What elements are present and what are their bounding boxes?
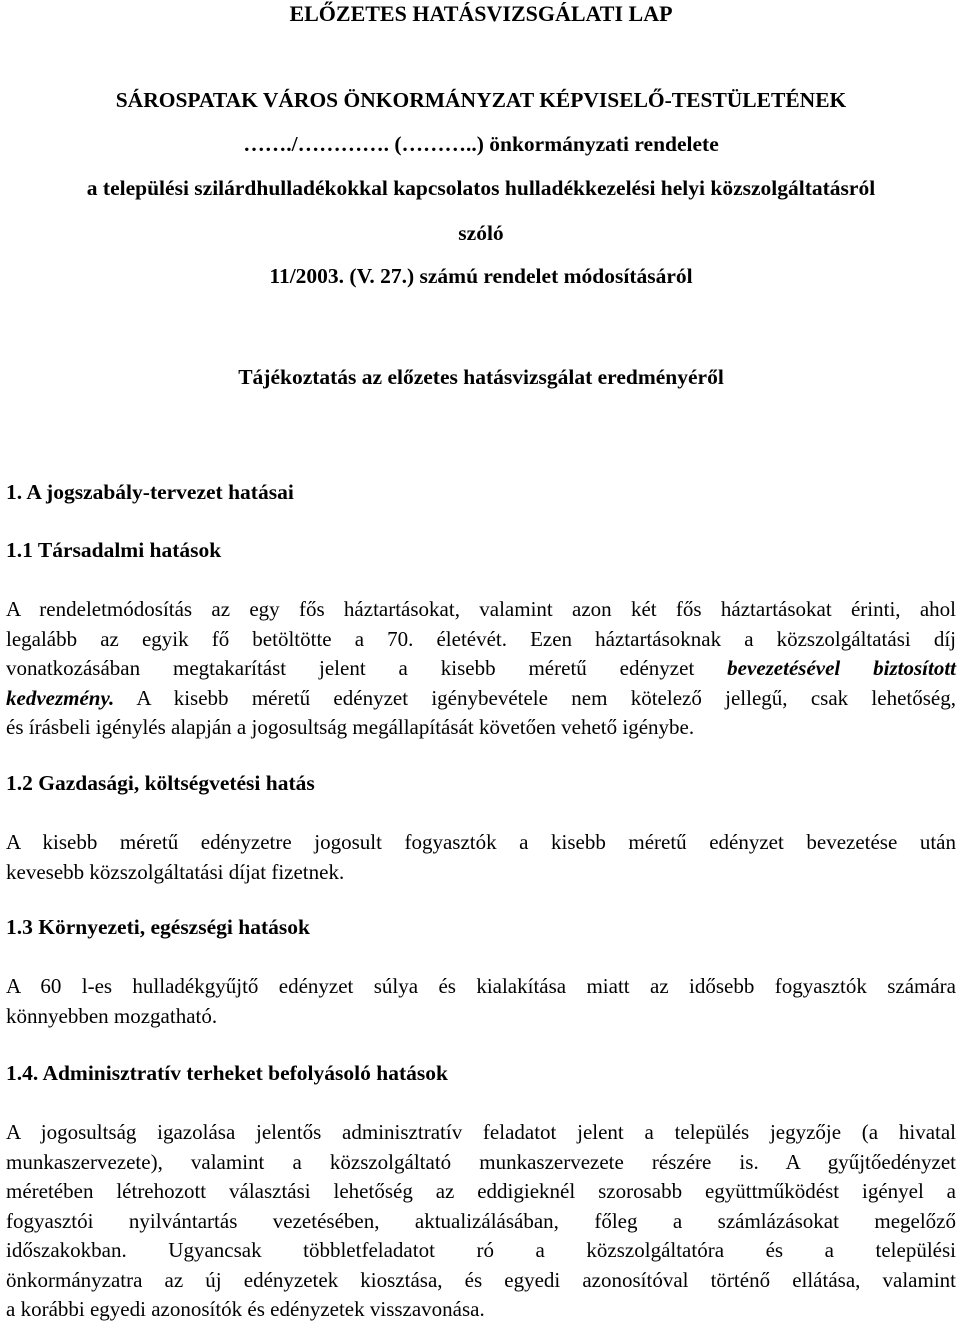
s14-line-6: önkormányzatra az új edényzetek kiosztása, és egyedi azonosítóval történő ellátása, valamint (6, 1267, 956, 1292)
section-1-3-paragraph (6, 972, 956, 1031)
s13-line-2: könnyebben mozgatható. (6, 1003, 218, 1028)
s12-line-1: A kisebb méretű edényzetre jogosult fogyasztók a kisebb méretű edényzet bevezetése után (6, 830, 956, 854)
s14-line-4: fogyasztói nyilvántartás vezetésében, aktualizálásában, főleg a számlázásokat megelőző (6, 1208, 956, 1233)
section-1-heading: 1. A jogszabály-tervezet hatásai (6, 480, 294, 504)
s12-line-2: kevesebb közszolgáltatási díjat fizetnek. (6, 859, 345, 884)
s14-line-5: időszakokban. Ugyancsak többletfeladatot ró a közszolgáltatóra és a települési (6, 1238, 956, 1262)
s11-line-4-text: A kisebb méretű edényzet igénybevétele nem kötelező jellegű, csak lehetőség, (114, 685, 956, 710)
s11-line-3 (6, 654, 956, 684)
s11-line-3-emphasis: bevezetésével biztosított (727, 656, 956, 680)
s14-line-1: A jogosultság igazolása jelentős adminisztratív feladatot jelent a település jegyzője (a hivatal (6, 1120, 956, 1144)
s11-line-4-emphasis: kedvezmény. (6, 685, 115, 710)
heading-line-3: a települési szilárdhulladékokkal kapcsolatos hulladékkezelési helyi közszolgáltatásról (86, 176, 876, 200)
heading-line-2: ……./…………. (………..) önkormányzati rendelete (243, 132, 719, 156)
s14-line-2: munkaszervezete), valamint a közszolgáltató munkaszervezete részére is. A gyűjtőedényzet (6, 1149, 956, 1174)
heading-line-5: 11/2003. (V. 27.) számú rendelet módosításáról (269, 264, 693, 288)
s11-line-1: A rendeletmódosítás az egy fős háztartásokat, valamint azon két fős háztartásokat érinti, ahol (6, 597, 956, 621)
section-1-2-paragraph (6, 828, 956, 887)
document-title: ELŐZETES HATÁSVIZSGÁLATI LAP (289, 1, 673, 26)
s14-line-3: méretében létrehozott választási lehetőség az eddigieknél szorosabb együttműködést igényel a (6, 1179, 956, 1203)
section-1-1-paragraph (6, 595, 956, 743)
s11-line-3-text: vonatkozásában megtakarítást jelent a kisebb méretű edényzet (6, 656, 728, 680)
section-1-1-heading: 1.1 Társadalmi hatások (6, 538, 222, 562)
subtitle: Tájékoztatás az előzetes hatásvizsgálat eredményéről (238, 365, 724, 389)
heading-line-4: szóló (458, 221, 504, 245)
s13-line-1: A 60 l-es hulladékgyűjtő edényzet súlya és kialakítása miatt az idősebb fogyasztók számára (6, 974, 956, 998)
heading-line-1: SÁROSPATAK VÁROS ÖNKORMÁNYZAT KÉPVISELŐ-TESTÜLETÉNEK (115, 88, 847, 112)
s11-line-2: legalább az egyik fő betöltötte a 70. életévét. Ezen háztartásoknak a közszolgáltatási díj (6, 626, 956, 651)
section-1-4-paragraph (6, 1118, 956, 1325)
s11-line-5: és írásbeli igénylés alapján a jogosultság megállapítását követően vehető igénybe. (6, 715, 695, 739)
s11-line-4 (6, 684, 956, 714)
section-1-2-heading: 1.2 Gazdasági, költségvetési hatás (6, 771, 315, 795)
s14-line-7: a korábbi egyedi azonosítók és edényzetek visszavonása. (6, 1297, 485, 1321)
section-1-4-heading: 1.4. Adminisztratív terheket befolyásoló hatások (6, 1061, 448, 1085)
section-1-3-heading: 1.3 Környezeti, egészségi hatások (6, 915, 310, 939)
